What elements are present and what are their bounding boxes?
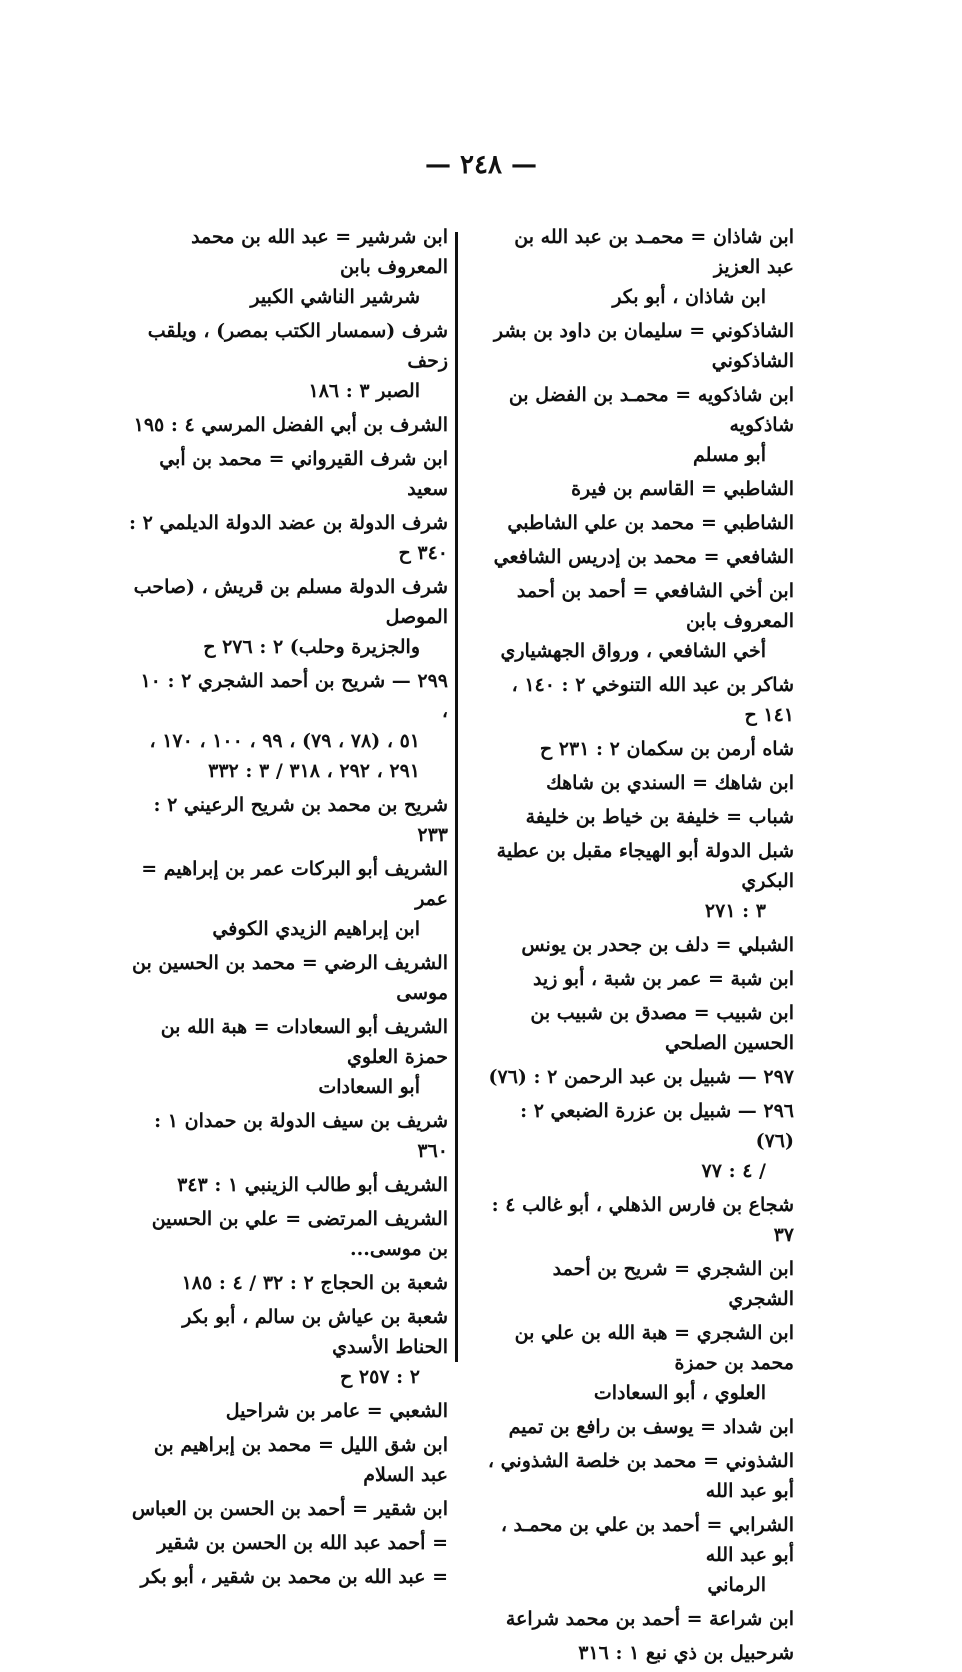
index-entry	[484, 1446, 794, 1506]
index-entry	[128, 854, 448, 944]
index-entry	[128, 1562, 448, 1592]
index-column-left	[128, 222, 448, 1596]
entry-line: شريح بن محمد بن شريح الرعيني ٢ : ٢٣٣	[153, 794, 448, 846]
index-entry	[484, 576, 794, 666]
entry-line: الشاطبي = محمد بن علي الشاطبي	[507, 512, 794, 534]
entry-line: ابن الشجري = شريح بن أحمد الشجري	[552, 1258, 794, 1310]
index-entry	[128, 790, 448, 850]
entry-line: شرف (سمسار الكتب بمصر) ، ويلقب زحف	[147, 320, 448, 372]
index-entry	[484, 998, 794, 1058]
index-entry	[484, 1510, 794, 1600]
entry-line: شباب = خليفة بن خياط بن خليفة	[525, 806, 794, 828]
index-entry	[484, 474, 794, 504]
entry-line: الشاطبي = القاسم بن فيرة	[571, 478, 794, 500]
entry-line: ابن شبيب = مصدق بن شبيب بن الحسين الصلحي	[530, 1002, 794, 1054]
entry-continuation: الصبر ٣ : ١٨٦	[308, 380, 420, 402]
entry-continuation: ابن إبراهيم الزيدي الكوفي	[212, 918, 420, 940]
index-entry	[128, 948, 448, 1008]
index-entry	[484, 316, 794, 376]
index-entry	[128, 444, 448, 504]
entry-line: = عبد الله بن محمد بن شقير ، أبو بكر	[140, 1566, 448, 1588]
entry-continuation: / ٤ : ٧٧	[701, 1160, 766, 1182]
entry-continuation: الرماني	[707, 1574, 766, 1596]
index-entry	[128, 1528, 448, 1558]
entry-line: شريف بن سيف الدولة بن حمدان ١ : ٣٦٠	[154, 1110, 448, 1162]
index-entry	[128, 508, 448, 568]
index-entry	[484, 1062, 794, 1092]
index-entry	[128, 410, 448, 440]
index-column-right	[484, 222, 794, 1672]
index-entry	[128, 222, 448, 312]
entry-continuation: أخي الشافعي ، ورواق الجهشياري	[500, 640, 766, 662]
index-entry	[128, 666, 448, 786]
entry-line: شرف الدولة بن عضد الدولة الديلمي ٢ : ٣٤٠ ح	[128, 512, 448, 564]
entry-line: الشرف بن أبي الفضل المرسي ٤ : ١٩٥	[133, 414, 448, 436]
index-entry	[128, 1268, 448, 1298]
entry-continuation: ابن شاذان ، أبو بكر	[612, 286, 766, 308]
entry-line: ٢٩٧ — شبيل بن عبد الرحمن ٢ : (٧٦)	[488, 1066, 794, 1088]
entry-line: ابن شاذكويه = محمـد بن الفضل بن شاذكويه	[508, 384, 794, 436]
entry-line: ابن الشجري = هبة الله بن علي بن محمد بن حمزة	[514, 1322, 794, 1374]
index-entry	[128, 1012, 448, 1102]
index-entry	[484, 1318, 794, 1408]
index-entry	[128, 1396, 448, 1426]
entry-line: شاكر بن عبد الله التنوخي ٢ : ١٤٠ ، ١٤١ ح	[511, 674, 794, 726]
index-entry	[484, 508, 794, 538]
entry-continuation: والجزيرة وحلب) ٢ : ٢٧٦ ح	[203, 636, 420, 658]
entry-line: الشرابي = أحمد بن علي بن محمـد ، أبو عبد الله	[500, 1514, 794, 1566]
index-entry	[484, 1254, 794, 1314]
entry-line: ٢٩٩ — شريح بن أحمد الشجري ٢ : ١٠ ،	[140, 670, 448, 722]
entry-line: الشريف المرتضى = علي بن الحسين بن موسى...	[151, 1208, 448, 1260]
index-entry	[484, 1638, 794, 1668]
entry-line: شعبة بن عياش بن سالم ، أبو بكر الحناط الأسدي	[182, 1306, 448, 1358]
index-entry	[484, 964, 794, 994]
index-entry	[128, 1494, 448, 1524]
entry-line: الشريف أبو السعادات = هبة الله بن حمزة العلوي	[160, 1016, 448, 1068]
entry-line: شجاع بن فارس الذهلي ، أبو غالب ٤ : ٣٧	[491, 1194, 794, 1246]
entry-continuation: ٢ : ٢٥٧ ح	[340, 1366, 420, 1388]
entry-line: شرحبيل بن ذي نبع ١ : ٣١٦	[578, 1642, 794, 1664]
entry-continuation: أبو السعادات	[318, 1076, 420, 1098]
index-entry	[484, 542, 794, 572]
entry-line: شعبة بن الحجاج ٢ : ٣٢ / ٤ : ١٨٥	[181, 1272, 448, 1294]
index-entry	[484, 768, 794, 798]
entry-line: الشريف الرضي = محمد بن الحسين بن موسى	[132, 952, 448, 1004]
entry-line: شرف الدولة مسلم بن قريش ، (صاحب الموصل	[133, 576, 448, 628]
index-entry	[484, 1096, 794, 1186]
entry-line: الشذوني = محمد بن خلصة الشذوني ، أبو عبد الله	[487, 1450, 794, 1502]
index-entry	[484, 836, 794, 926]
index-entry	[128, 1106, 448, 1166]
entry-line: ابن شاذان = محمـد بن عبد الله بن عبد العزيز	[514, 226, 794, 278]
entry-line: الشريف أبو طالب الزينبي ١ : ٣٤٣	[177, 1174, 448, 1196]
entry-line: الشبلي = دلف بن جحدر بن يونس	[521, 934, 794, 956]
index-entry	[484, 802, 794, 832]
index-entry	[484, 222, 794, 312]
index-entry	[484, 1412, 794, 1442]
entry-line: الشاذكوني = سليمان بن داود بن بشر الشاذكوني	[493, 320, 794, 372]
entry-continuation: ٥١ ، (٧٨ ، ٧٩) ، ٩٩ ، ١٠٠ ، ١٧٠ ، ٢٩١ ، ٢٩٢ ، ٣١٨ / ٣ : ٣٣٢	[149, 730, 420, 782]
entry-line: ابن شاهك = السندي بن شاهك	[546, 772, 794, 794]
entry-continuation: العلوي ، أبو السعادات	[593, 1382, 766, 1404]
index-entry	[128, 316, 448, 406]
entry-line: ابن شقير = أحمد بن الحسن بن العباس	[131, 1498, 448, 1520]
page-number: — ٢٤٨ —	[424, 150, 538, 180]
entry-continuation: أبو مسلم	[692, 444, 766, 466]
entry-line: ابن شرف القيرواني = محمد بن أبي سعيد	[159, 448, 448, 500]
entry-continuation: شرشير الناشي الكبير	[250, 286, 420, 308]
column-divider	[455, 232, 458, 1362]
entry-line: ابن شق الليل = محمد بن إبراهيم بن عبد السلام	[153, 1434, 448, 1486]
index-entry	[128, 1302, 448, 1392]
entry-line: الشعبي = عامر بن شراحيل	[225, 1400, 448, 1422]
entry-line: ابن شراعة = أحمد بن محمد شراعة	[505, 1608, 794, 1630]
index-entry	[484, 734, 794, 764]
entry-line: ابن شداد = يوسف بن رافع بن تميم	[508, 1416, 794, 1438]
index-entry	[484, 670, 794, 730]
entry-line: ابن أخي الشافعي = أحمد بن أحمد المعروف بابن	[516, 580, 794, 632]
entry-line: ٢٩٦ — شبيل بن عزرة الضبعي ٢ : (٧٦)	[520, 1100, 794, 1152]
index-entry	[128, 1204, 448, 1264]
index-entry	[484, 380, 794, 470]
entry-line: شاه أرمن بن سكمان ٢ : ٢٣١ ح	[539, 738, 794, 760]
index-entry	[484, 1604, 794, 1634]
index-entry	[484, 930, 794, 960]
index-entry	[128, 1430, 448, 1490]
entry-line: ابن شبة = عمر بن شبة ، أبو زيد	[532, 968, 794, 990]
entry-line: ابن شرشير = عبد الله بن محمد المعروف بابن	[191, 226, 448, 278]
entry-line: = أحمد عبد الله بن الحسن بن شقير	[157, 1532, 448, 1554]
index-entry	[128, 1170, 448, 1200]
index-entry	[484, 1190, 794, 1250]
index-entry	[128, 572, 448, 662]
entry-line: الشريف أبو البركات عمر بن إبراهيم = عمر	[141, 858, 448, 910]
entry-continuation: ٣ : ٢٧١	[704, 900, 766, 922]
entry-line: شبل الدولة أبو الهيجاء مقبل بن عطية البكري	[496, 840, 794, 892]
entry-line: الشافعي = محمد بن إدريس الشافعي	[493, 546, 794, 568]
